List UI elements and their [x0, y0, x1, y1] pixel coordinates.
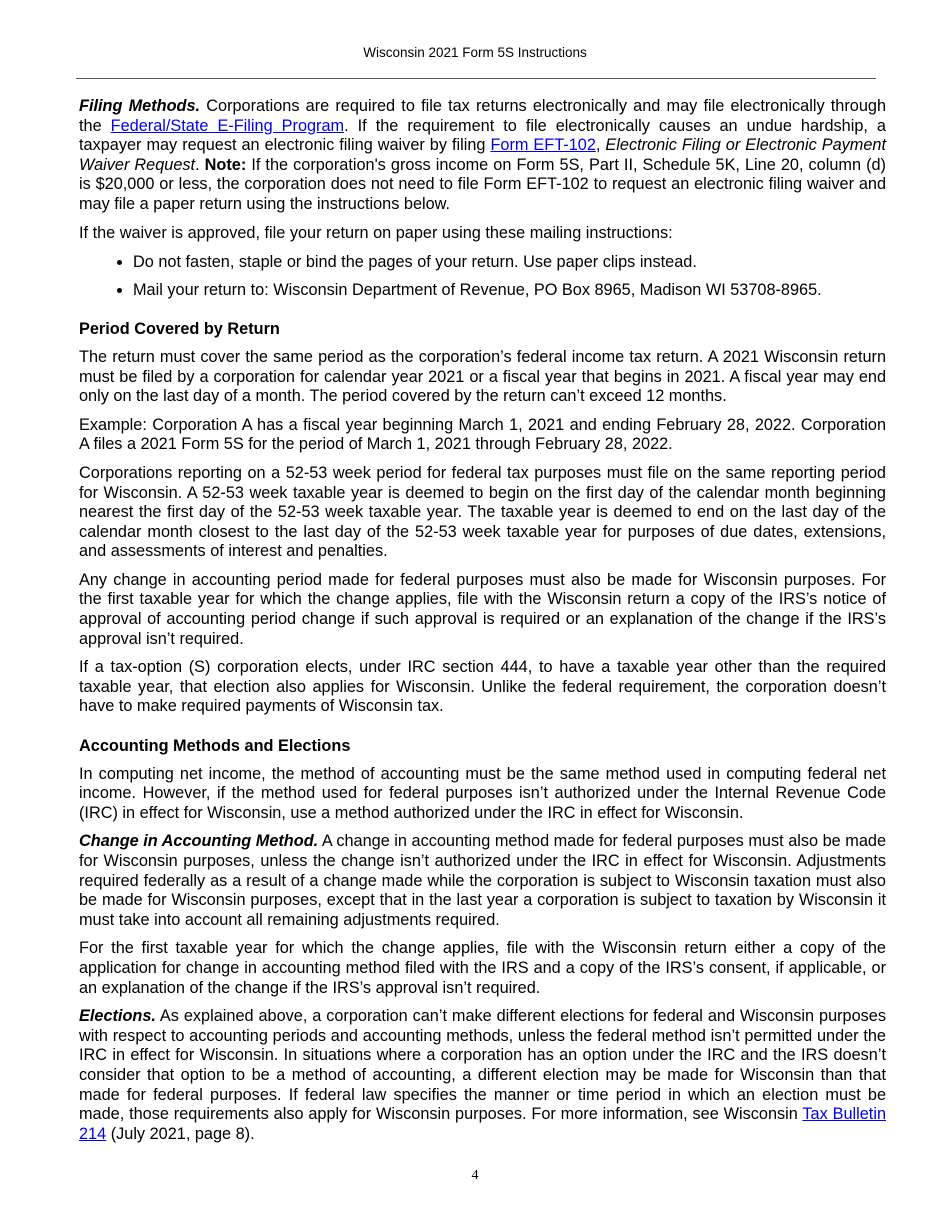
period-heading: Period Covered by Return [79, 320, 280, 339]
elections-paragraph: Elections. As explained above, a corporation can’t make different elections for federal and Wisconsin purposes with respect to accounting periods and accounting methods, unless the federal method isn’t permitted under the IRC in effect for Wisconsin. In situations where a corporation has an option under the IRC and the IRS doesn’t consider that option to be a method of accounting, a different election may be made for Wisconsin than that made for federal purposes. If federal law specifies the manner or time period in which an election must be made, those requirements also apply for Wisconsin purposes. For more information, see Wisconsin Tax Bulletin 214 (July 2021, page 8). [79, 1007, 886, 1143]
accounting-heading: Accounting Methods and Elections [79, 737, 351, 756]
filing-methods-lead: Filing Methods. [79, 97, 201, 115]
week-period-paragraph: Corporations reporting on a 52-53 week period for federal tax purposes must file on the same reporting period for Wisconsin. A 52-53 week taxable year is deemed to begin on the first day of the calendar month beginning nearest the first day of the 52-53 week taxable year. The taxable year is deemed to end on the last day of the calendar month closest to the last day of the 52-53 week taxable year for purposes of due dates, extensions, and assessments of interest and penalties. [79, 463, 886, 561]
efiling-program-link[interactable]: Federal/State E-Filing Program [110, 116, 345, 135]
note-label: Note: [204, 155, 247, 174]
accounting-paragraph: In computing net income, the method of accounting must be the same method used in computing federal net income. However, if the method used for federal purposes isn’t authorized under the Internal Revenue Code (IRC) in effect for Wisconsin, use a method authorized under the IRC in effect for Wisconsin. [79, 764, 886, 822]
change-filing-paragraph: For the first taxable year for which the change applies, file with the Wisconsin return either a copy of the application for change in accounting method filed with the IRS and a copy of the IRS’s consent, if applicable, or an explanation of the change if the IRS’s approval isn’t required. [79, 939, 886, 997]
filing-methods-paragraph: Filing Methods. Corporations are required to file tax returns electronically and may file electronically through the Federal/State E-Filing Program. If the requirement to file electronically causes an undue hardship, a taxpayer may request an electronic filing waiver by filing Form EFT-102, Electronic Filing or Electronic Payment Waiver Request. Note: If the corporation's gross income on Form 5S, Part II, Schedule 5K, Line 20, column (d) is $20,000 or less, the corporation does not need to file Form EFT-102 to request an electronic filing waiver and may file a paper return using the instructions below. [79, 97, 886, 213]
list-item: • Do not fasten, staple or bind the pages of your return. Use paper clips instead. [133, 253, 886, 273]
header-divider [76, 78, 876, 79]
tax-option-paragraph: If a tax-option (S) corporation elects, under IRC section 444, to have a taxable year other than the required taxable year, that election also applies for Wisconsin. Unlike the federal requirement, the corporation doesn’t have to make required payments of Wisconsin tax. [79, 658, 886, 716]
waiver-paragraph: If the waiver is approved, file your return on paper using these mailing instructions: [79, 223, 673, 242]
page-number: 4 [471, 1168, 479, 1183]
page-header: Wisconsin 2021 Form 5S Instructions [363, 45, 587, 60]
form-eft-102-link[interactable]: Form EFT-102 [490, 136, 596, 155]
document-body [79, 97, 886, 1153]
tax-bulletin-link[interactable]: Tax Bulletin 214 [79, 1105, 886, 1143]
example-paragraph: Example: Corporation A has a fiscal year beginning March 1, 2021 and ending February 28, 2022. Corporation A files a 2021 Form 5S for the period of March 1, 2021 through February 28, 2022. [79, 415, 886, 454]
period-change-paragraph: Any change in accounting period made for federal purposes must also be made for Wisconsin purposes. For the first taxable year for which the change applies, file with the Wisconsin return a copy of the IRS’s notice of approval of accounting period change if such approval is required or an explanation of the change if the IRS’s approval isn’t required. [79, 570, 886, 648]
mailing-instructions-list [79, 253, 886, 300]
period-paragraph: The return must cover the same period as the corporation’s federal income tax return. A 2021 Wisconsin return must be filed by a corporation for calendar year 2021 or a fiscal year that begins in 2021. A fiscal year may end only on the last day of a month. The period covered by the return can’t exceed 12 months. [79, 347, 886, 406]
list-item: • Mail your return to: Wisconsin Department of Revenue, PO Box 8965, Madison WI 53708-8965. [133, 281, 886, 301]
change-method-paragraph: Change in Accounting Method. A change in accounting method made for federal purposes must also be made for Wisconsin purposes, unless the change isn’t authorized under the IRC in effect for Wisconsin. Adjustments required federally as a result of a change made while the corporation is subject to Wisconsin taxation must also be made for Wisconsin purposes, except that in the last year a corporation is subject to taxation by Wisconsin it must take into account all remaining adjustments required. [79, 832, 887, 929]
